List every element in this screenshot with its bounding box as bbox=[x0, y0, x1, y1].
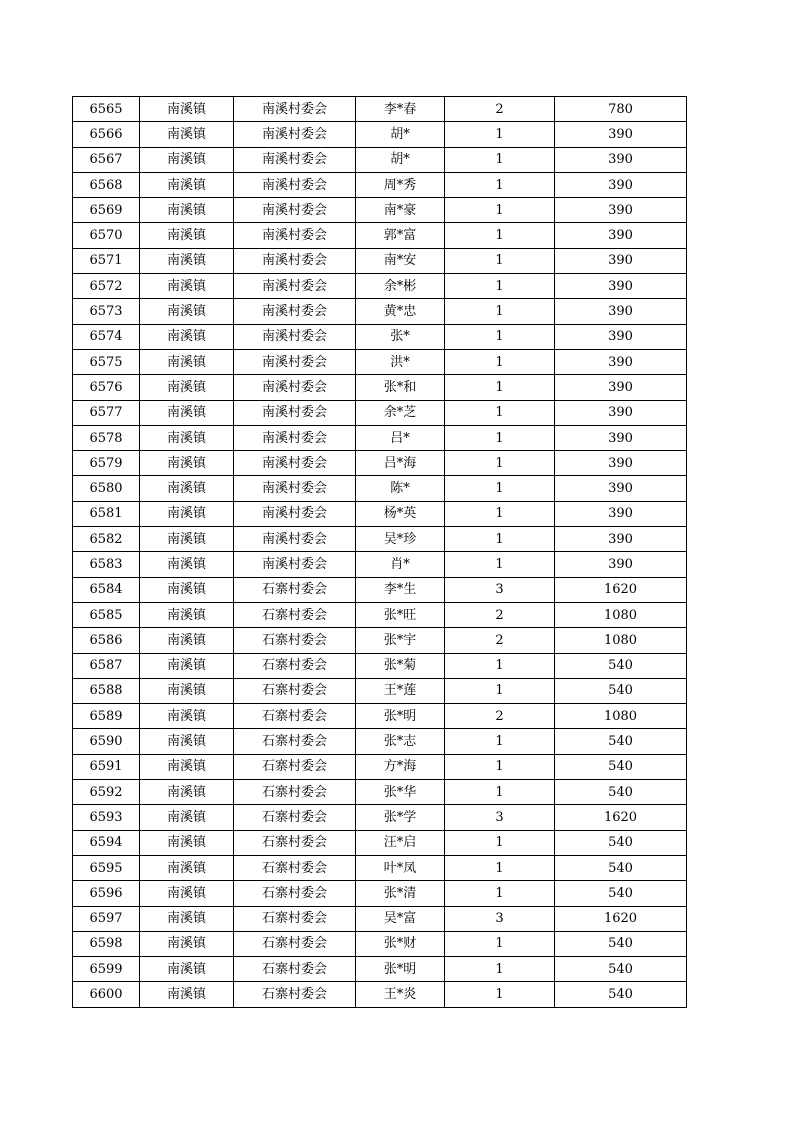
town-cell: 南溪镇 bbox=[140, 855, 234, 880]
name-cell: 张*菊 bbox=[356, 653, 445, 678]
village-committee-cell: 石寨村委会 bbox=[234, 982, 356, 1007]
household-count-cell: 1 bbox=[445, 830, 555, 855]
village-committee-cell: 石寨村委会 bbox=[234, 754, 356, 779]
amount-cell: 540 bbox=[555, 830, 687, 855]
village-committee-cell: 南溪村委会 bbox=[234, 248, 356, 273]
row-number-cell: 6598 bbox=[73, 931, 140, 956]
row-number-cell: 6596 bbox=[73, 881, 140, 906]
row-number-cell: 6576 bbox=[73, 375, 140, 400]
table-row bbox=[73, 349, 687, 374]
table-row bbox=[73, 653, 687, 678]
row-number-cell: 6594 bbox=[73, 830, 140, 855]
household-count-cell: 1 bbox=[445, 451, 555, 476]
household-count-cell: 1 bbox=[445, 653, 555, 678]
amount-cell: 390 bbox=[555, 147, 687, 172]
table-row bbox=[73, 172, 687, 197]
village-committee-cell: 石寨村委会 bbox=[234, 678, 356, 703]
village-committee-cell: 石寨村委会 bbox=[234, 881, 356, 906]
amount-cell: 390 bbox=[555, 451, 687, 476]
name-cell: 胡* bbox=[356, 147, 445, 172]
name-cell: 方*海 bbox=[356, 754, 445, 779]
name-cell: 张*宇 bbox=[356, 628, 445, 653]
amount-cell: 780 bbox=[555, 97, 687, 122]
village-committee-cell: 南溪村委会 bbox=[234, 400, 356, 425]
household-count-cell: 1 bbox=[445, 476, 555, 501]
amount-cell: 390 bbox=[555, 299, 687, 324]
row-number-cell: 6575 bbox=[73, 349, 140, 374]
row-number-cell: 6589 bbox=[73, 704, 140, 729]
town-cell: 南溪镇 bbox=[140, 982, 234, 1007]
household-count-cell: 1 bbox=[445, 501, 555, 526]
household-count-cell: 3 bbox=[445, 577, 555, 602]
row-number-cell: 6567 bbox=[73, 147, 140, 172]
town-cell: 南溪镇 bbox=[140, 375, 234, 400]
amount-cell: 540 bbox=[555, 780, 687, 805]
row-number-cell: 6582 bbox=[73, 527, 140, 552]
table-row bbox=[73, 451, 687, 476]
name-cell: 黄*忠 bbox=[356, 299, 445, 324]
amount-cell: 390 bbox=[555, 198, 687, 223]
table-row bbox=[73, 577, 687, 602]
table-row bbox=[73, 97, 687, 122]
town-cell: 南溪镇 bbox=[140, 324, 234, 349]
amount-cell: 540 bbox=[555, 881, 687, 906]
household-count-cell: 1 bbox=[445, 274, 555, 299]
amount-cell: 390 bbox=[555, 501, 687, 526]
row-number-cell: 6580 bbox=[73, 476, 140, 501]
village-committee-cell: 南溪村委会 bbox=[234, 552, 356, 577]
name-cell: 胡* bbox=[356, 122, 445, 147]
town-cell: 南溪镇 bbox=[140, 299, 234, 324]
household-count-cell: 1 bbox=[445, 172, 555, 197]
name-cell: 南*豪 bbox=[356, 198, 445, 223]
village-committee-cell: 石寨村委会 bbox=[234, 957, 356, 982]
name-cell: 杨*英 bbox=[356, 501, 445, 526]
amount-cell: 390 bbox=[555, 349, 687, 374]
row-number-cell: 6570 bbox=[73, 223, 140, 248]
row-number-cell: 6579 bbox=[73, 451, 140, 476]
row-number-cell: 6573 bbox=[73, 299, 140, 324]
row-number-cell: 6565 bbox=[73, 97, 140, 122]
household-count-cell: 1 bbox=[445, 349, 555, 374]
town-cell: 南溪镇 bbox=[140, 147, 234, 172]
name-cell: 张*华 bbox=[356, 780, 445, 805]
village-committee-cell: 南溪村委会 bbox=[234, 324, 356, 349]
row-number-cell: 6595 bbox=[73, 855, 140, 880]
row-number-cell: 6585 bbox=[73, 602, 140, 627]
table-row bbox=[73, 501, 687, 526]
village-committee-cell: 石寨村委会 bbox=[234, 653, 356, 678]
household-count-cell: 1 bbox=[445, 754, 555, 779]
name-cell: 洪* bbox=[356, 349, 445, 374]
amount-cell: 390 bbox=[555, 248, 687, 273]
table-row bbox=[73, 122, 687, 147]
amount-cell: 1620 bbox=[555, 577, 687, 602]
village-committee-cell: 石寨村委会 bbox=[234, 830, 356, 855]
name-cell: 郭*富 bbox=[356, 223, 445, 248]
household-count-cell: 1 bbox=[445, 527, 555, 552]
table-row bbox=[73, 425, 687, 450]
name-cell: 汪*启 bbox=[356, 830, 445, 855]
row-number-cell: 6591 bbox=[73, 754, 140, 779]
table-row bbox=[73, 729, 687, 754]
amount-cell: 390 bbox=[555, 476, 687, 501]
row-number-cell: 6574 bbox=[73, 324, 140, 349]
name-cell: 肖* bbox=[356, 552, 445, 577]
village-committee-cell: 南溪村委会 bbox=[234, 451, 356, 476]
name-cell: 张*旺 bbox=[356, 602, 445, 627]
village-committee-cell: 石寨村委会 bbox=[234, 704, 356, 729]
town-cell: 南溪镇 bbox=[140, 425, 234, 450]
amount-cell: 390 bbox=[555, 274, 687, 299]
name-cell: 陈* bbox=[356, 476, 445, 501]
table-row bbox=[73, 982, 687, 1007]
village-committee-cell: 石寨村委会 bbox=[234, 931, 356, 956]
name-cell: 张* bbox=[356, 324, 445, 349]
row-number-cell: 6584 bbox=[73, 577, 140, 602]
row-number-cell: 6586 bbox=[73, 628, 140, 653]
row-number-cell: 6588 bbox=[73, 678, 140, 703]
amount-cell: 540 bbox=[555, 729, 687, 754]
table-row bbox=[73, 198, 687, 223]
name-cell: 李*春 bbox=[356, 97, 445, 122]
name-cell: 叶*凤 bbox=[356, 855, 445, 880]
household-count-cell: 1 bbox=[445, 299, 555, 324]
amount-cell: 540 bbox=[555, 931, 687, 956]
town-cell: 南溪镇 bbox=[140, 223, 234, 248]
row-number-cell: 6566 bbox=[73, 122, 140, 147]
amount-cell: 540 bbox=[555, 653, 687, 678]
village-committee-cell: 石寨村委会 bbox=[234, 628, 356, 653]
household-count-cell: 1 bbox=[445, 931, 555, 956]
village-committee-cell: 南溪村委会 bbox=[234, 172, 356, 197]
table-row bbox=[73, 855, 687, 880]
roster-table-body bbox=[73, 97, 687, 1008]
table-row bbox=[73, 400, 687, 425]
town-cell: 南溪镇 bbox=[140, 577, 234, 602]
village-committee-cell: 石寨村委会 bbox=[234, 577, 356, 602]
amount-cell: 390 bbox=[555, 172, 687, 197]
household-count-cell: 1 bbox=[445, 223, 555, 248]
amount-cell: 390 bbox=[555, 527, 687, 552]
roster-table bbox=[72, 96, 687, 1008]
household-count-cell: 1 bbox=[445, 425, 555, 450]
table-row bbox=[73, 906, 687, 931]
household-count-cell: 1 bbox=[445, 552, 555, 577]
village-committee-cell: 石寨村委会 bbox=[234, 602, 356, 627]
town-cell: 南溪镇 bbox=[140, 248, 234, 273]
name-cell: 张*学 bbox=[356, 805, 445, 830]
table-row bbox=[73, 476, 687, 501]
town-cell: 南溪镇 bbox=[140, 678, 234, 703]
row-number-cell: 6590 bbox=[73, 729, 140, 754]
town-cell: 南溪镇 bbox=[140, 805, 234, 830]
amount-cell: 390 bbox=[555, 552, 687, 577]
town-cell: 南溪镇 bbox=[140, 97, 234, 122]
table-row bbox=[73, 805, 687, 830]
town-cell: 南溪镇 bbox=[140, 881, 234, 906]
row-number-cell: 6592 bbox=[73, 780, 140, 805]
table-row bbox=[73, 527, 687, 552]
row-number-cell: 6583 bbox=[73, 552, 140, 577]
table-row bbox=[73, 324, 687, 349]
town-cell: 南溪镇 bbox=[140, 957, 234, 982]
row-number-cell: 6571 bbox=[73, 248, 140, 273]
table-row bbox=[73, 299, 687, 324]
town-cell: 南溪镇 bbox=[140, 906, 234, 931]
amount-cell: 390 bbox=[555, 400, 687, 425]
name-cell: 张*明 bbox=[356, 704, 445, 729]
table-row bbox=[73, 223, 687, 248]
name-cell: 吴*富 bbox=[356, 906, 445, 931]
town-cell: 南溪镇 bbox=[140, 122, 234, 147]
household-count-cell: 1 bbox=[445, 957, 555, 982]
village-committee-cell: 南溪村委会 bbox=[234, 147, 356, 172]
table-row bbox=[73, 704, 687, 729]
row-number-cell: 6593 bbox=[73, 805, 140, 830]
household-count-cell: 1 bbox=[445, 400, 555, 425]
village-committee-cell: 石寨村委会 bbox=[234, 906, 356, 931]
table-row bbox=[73, 931, 687, 956]
amount-cell: 540 bbox=[555, 855, 687, 880]
amount-cell: 390 bbox=[555, 375, 687, 400]
household-count-cell: 1 bbox=[445, 324, 555, 349]
town-cell: 南溪镇 bbox=[140, 172, 234, 197]
name-cell: 吕* bbox=[356, 425, 445, 450]
amount-cell: 390 bbox=[555, 122, 687, 147]
row-number-cell: 6597 bbox=[73, 906, 140, 931]
table-row bbox=[73, 628, 687, 653]
table-row bbox=[73, 375, 687, 400]
name-cell: 周*秀 bbox=[356, 172, 445, 197]
village-committee-cell: 石寨村委会 bbox=[234, 855, 356, 880]
amount-cell: 390 bbox=[555, 223, 687, 248]
household-count-cell: 1 bbox=[445, 780, 555, 805]
village-committee-cell: 南溪村委会 bbox=[234, 274, 356, 299]
household-count-cell: 1 bbox=[445, 198, 555, 223]
row-number-cell: 6578 bbox=[73, 425, 140, 450]
household-count-cell: 3 bbox=[445, 805, 555, 830]
village-committee-cell: 石寨村委会 bbox=[234, 780, 356, 805]
village-committee-cell: 南溪村委会 bbox=[234, 198, 356, 223]
name-cell: 张*志 bbox=[356, 729, 445, 754]
name-cell: 余*彬 bbox=[356, 274, 445, 299]
household-count-cell: 1 bbox=[445, 678, 555, 703]
row-number-cell: 6572 bbox=[73, 274, 140, 299]
village-committee-cell: 南溪村委会 bbox=[234, 425, 356, 450]
name-cell: 张*和 bbox=[356, 375, 445, 400]
row-number-cell: 6587 bbox=[73, 653, 140, 678]
town-cell: 南溪镇 bbox=[140, 931, 234, 956]
town-cell: 南溪镇 bbox=[140, 552, 234, 577]
household-count-cell: 2 bbox=[445, 628, 555, 653]
name-cell: 吕*海 bbox=[356, 451, 445, 476]
table-row bbox=[73, 754, 687, 779]
row-number-cell: 6581 bbox=[73, 501, 140, 526]
household-count-cell: 1 bbox=[445, 729, 555, 754]
town-cell: 南溪镇 bbox=[140, 476, 234, 501]
name-cell: 王*莲 bbox=[356, 678, 445, 703]
town-cell: 南溪镇 bbox=[140, 527, 234, 552]
table-row bbox=[73, 147, 687, 172]
household-count-cell: 2 bbox=[445, 602, 555, 627]
town-cell: 南溪镇 bbox=[140, 780, 234, 805]
household-count-cell: 2 bbox=[445, 704, 555, 729]
amount-cell: 540 bbox=[555, 957, 687, 982]
town-cell: 南溪镇 bbox=[140, 653, 234, 678]
village-committee-cell: 南溪村委会 bbox=[234, 122, 356, 147]
town-cell: 南溪镇 bbox=[140, 729, 234, 754]
amount-cell: 540 bbox=[555, 982, 687, 1007]
row-number-cell: 6568 bbox=[73, 172, 140, 197]
village-committee-cell: 南溪村委会 bbox=[234, 375, 356, 400]
name-cell: 吴*珍 bbox=[356, 527, 445, 552]
village-committee-cell: 南溪村委会 bbox=[234, 501, 356, 526]
amount-cell: 390 bbox=[555, 324, 687, 349]
name-cell: 张*清 bbox=[356, 881, 445, 906]
village-committee-cell: 南溪村委会 bbox=[234, 299, 356, 324]
household-count-cell: 1 bbox=[445, 248, 555, 273]
town-cell: 南溪镇 bbox=[140, 400, 234, 425]
amount-cell: 540 bbox=[555, 678, 687, 703]
town-cell: 南溪镇 bbox=[140, 830, 234, 855]
town-cell: 南溪镇 bbox=[140, 754, 234, 779]
household-count-cell: 1 bbox=[445, 122, 555, 147]
household-count-cell: 1 bbox=[445, 855, 555, 880]
village-committee-cell: 南溪村委会 bbox=[234, 349, 356, 374]
household-count-cell: 2 bbox=[445, 97, 555, 122]
household-count-cell: 1 bbox=[445, 982, 555, 1007]
table-row bbox=[73, 274, 687, 299]
row-number-cell: 6599 bbox=[73, 957, 140, 982]
household-count-cell: 1 bbox=[445, 147, 555, 172]
town-cell: 南溪镇 bbox=[140, 349, 234, 374]
name-cell: 李*生 bbox=[356, 577, 445, 602]
village-committee-cell: 南溪村委会 bbox=[234, 476, 356, 501]
village-committee-cell: 石寨村委会 bbox=[234, 805, 356, 830]
amount-cell: 540 bbox=[555, 754, 687, 779]
table-row bbox=[73, 602, 687, 627]
town-cell: 南溪镇 bbox=[140, 628, 234, 653]
town-cell: 南溪镇 bbox=[140, 198, 234, 223]
table-row bbox=[73, 248, 687, 273]
amount-cell: 390 bbox=[555, 425, 687, 450]
town-cell: 南溪镇 bbox=[140, 501, 234, 526]
name-cell: 张*明 bbox=[356, 957, 445, 982]
town-cell: 南溪镇 bbox=[140, 704, 234, 729]
village-committee-cell: 石寨村委会 bbox=[234, 729, 356, 754]
amount-cell: 1080 bbox=[555, 602, 687, 627]
town-cell: 南溪镇 bbox=[140, 451, 234, 476]
amount-cell: 1080 bbox=[555, 704, 687, 729]
village-committee-cell: 南溪村委会 bbox=[234, 527, 356, 552]
name-cell: 张*财 bbox=[356, 931, 445, 956]
town-cell: 南溪镇 bbox=[140, 602, 234, 627]
amount-cell: 1620 bbox=[555, 906, 687, 931]
household-count-cell: 1 bbox=[445, 881, 555, 906]
amount-cell: 1080 bbox=[555, 628, 687, 653]
row-number-cell: 6577 bbox=[73, 400, 140, 425]
row-number-cell: 6569 bbox=[73, 198, 140, 223]
table-row bbox=[73, 678, 687, 703]
table-row bbox=[73, 881, 687, 906]
name-cell: 王*炎 bbox=[356, 982, 445, 1007]
table-row bbox=[73, 830, 687, 855]
row-number-cell: 6600 bbox=[73, 982, 140, 1007]
town-cell: 南溪镇 bbox=[140, 274, 234, 299]
village-committee-cell: 南溪村委会 bbox=[234, 97, 356, 122]
name-cell: 余*芝 bbox=[356, 400, 445, 425]
household-count-cell: 1 bbox=[445, 375, 555, 400]
amount-cell: 1620 bbox=[555, 805, 687, 830]
village-committee-cell: 南溪村委会 bbox=[234, 223, 356, 248]
household-count-cell: 3 bbox=[445, 906, 555, 931]
table-row bbox=[73, 957, 687, 982]
table-row bbox=[73, 552, 687, 577]
table-row bbox=[73, 780, 687, 805]
name-cell: 南*安 bbox=[356, 248, 445, 273]
